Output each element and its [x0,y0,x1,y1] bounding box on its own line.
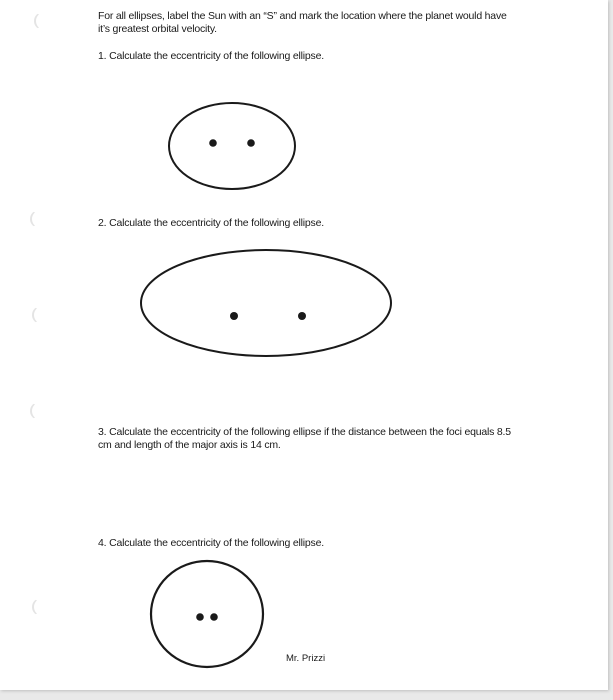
binder-hole-4 [30,402,48,420]
question-2-text: 2. Calculate the eccentricity of the following ellipse. [98,217,324,229]
question-4-text: 4. Calculate the eccentricity of the following ellipse. [98,537,324,549]
instructions-text: For all ellipses, label the Sun with an “S” and mark the location where the planet would have it’s greatest orbital velocity. [98,10,507,35]
binder-hole-2 [30,210,48,228]
binder-hole-1 [34,12,52,30]
binder-hole-5 [32,598,50,616]
ellipse-figure-1 [169,103,295,189]
ellipse-4-outline [151,561,263,667]
ellipse-2-focus-left [230,312,238,320]
ellipse-2-focus-right [298,312,306,320]
ellipse-figure-4 [151,561,263,667]
ellipse-1-focus-left [209,139,217,147]
ellipse-4-focus-right [210,613,218,621]
ellipse-4-focus-left [196,613,204,621]
question-3-text: 3. Calculate the eccentricity of the following ellipse if the distance between the foci equals 8.5 cm and length of the major axis is 14 cm. [98,426,511,451]
ellipse-figure-2 [141,250,391,356]
question-1-text: 1. Calculate the eccentricity of the following ellipse. [98,50,324,62]
teacher-signature: Mr. Prizzi [286,653,326,664]
binder-hole-3 [32,306,50,324]
ellipse-1-focus-right [247,139,255,147]
ellipse-1-outline [169,103,295,189]
ellipse-2-outline [141,250,391,356]
